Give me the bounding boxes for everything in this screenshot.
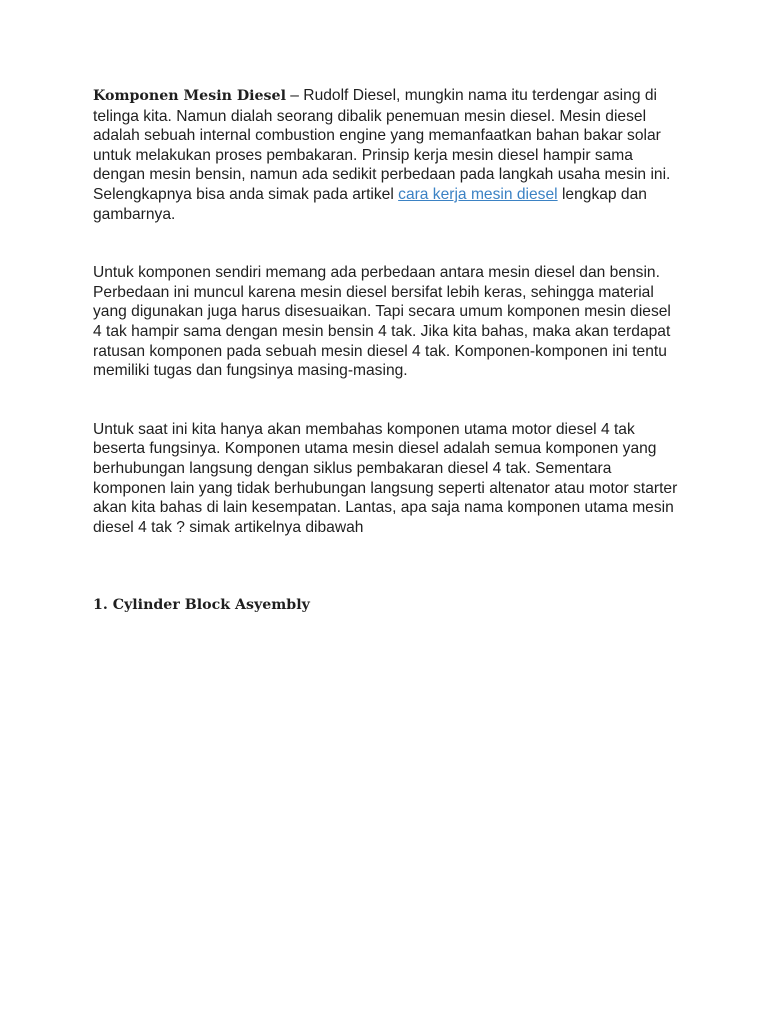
document-page [93, 86, 683, 615]
section-heading-cylinder-block: 1. Cylinder Block Asyembly [93, 597, 310, 614]
cara-kerja-link[interactable]: cara kerja mesin diesel [398, 185, 558, 203]
components-paragraph: Untuk komponen sendiri memang ada perbedaan antara mesin diesel dan bensin. Perbedaan ini muncul karena mesin diesel bersifat lebih keras, sehingga material yang digunakan juga harus disesuaikan. Tapi secara umum komponen mesin diesel 4 tak hampir sama dengan mesin bensin 4 tak. Jika kita bahas, maka akan terdapat ratusan komponen pada sebuah mesin diesel 4 tak. Komponen-komponen ini tentu memiliki tugas dan fungsinya masing-masing. [93, 264, 671, 380]
main-components-paragraph: Untuk saat ini kita hanya akan membahas komponen utama motor diesel 4 tak beserta fungsinya. Komponen utama mesin diesel adalah semua komponen yang berhubungan langsung dengan siklus pembakaran diesel 4 tak. Sementara komponen lain yang tidak berhubungan langsung seperti altenator atau motor starter akan kita bahas di lain kesempatan. Lantas, apa saja nama komponen utama mesin diesel 4 tak ? simak artikelnya dibawah [93, 420, 678, 536]
intro-paragraph [93, 86, 683, 224]
intro-text: – Rudolf Diesel, mungkin nama itu terdengar asing di telinga kita. Namun dialah seorang dibalik penemuan mesin diesel. Mesin diesel adalah sebuah internal combustion engine yang memanfaatkan bahan bakar solar untuk melakukan proses pembakaran. Prinsip kerja mesin diesel hampir sama dengan mesin bensin, namun ada sedikit perbedaan pada langkah usaha mesin ini. Selengkapnya bisa anda simak pada artikel [93, 87, 671, 203]
intro-bold-title: Komponen Mesin Diesel [93, 88, 286, 104]
intro-text-end: lengkap dan gambarnya. [93, 185, 647, 223]
